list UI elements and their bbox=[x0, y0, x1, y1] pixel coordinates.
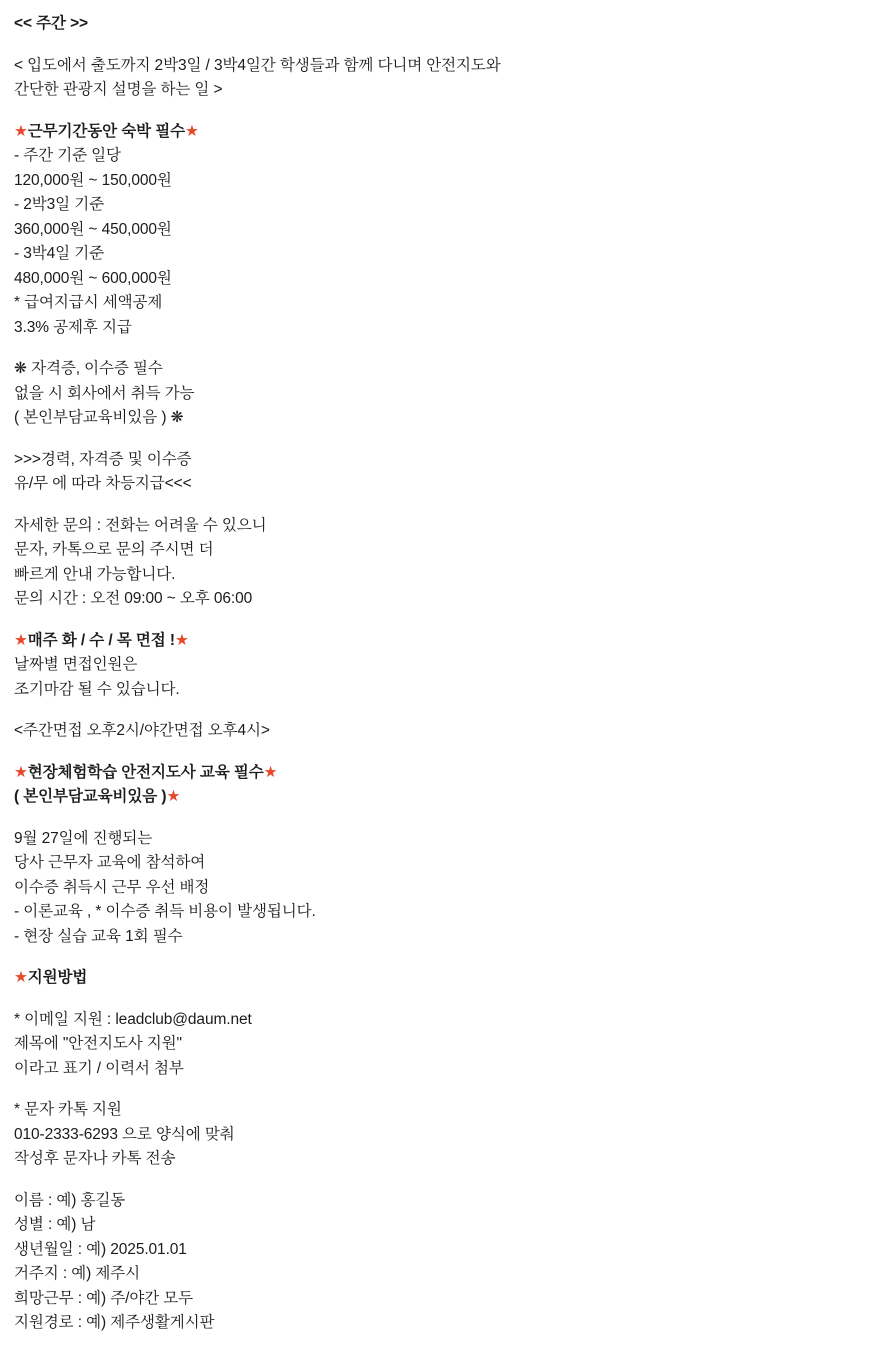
text-line: 문자, 카톡으로 문의 주시면 더 bbox=[14, 541, 214, 558]
interview-schedule bbox=[14, 629, 865, 703]
text-line: * 급여지급시 세액공제 bbox=[14, 294, 163, 311]
text-line: - 3박4일 기준 bbox=[14, 245, 105, 262]
text-line: - 현장 실습 교육 1회 필수 bbox=[14, 927, 183, 945]
interview-time bbox=[14, 719, 865, 744]
safety-training-requirement bbox=[14, 761, 865, 810]
text-line: 문의 시간 : 오전 09:00 ~ 오후 06:00 bbox=[14, 590, 253, 607]
text-line: 360,000원 ~ 450,000원 bbox=[14, 220, 172, 238]
text-line: * 이메일 지원 : leadclub@daum.net bbox=[14, 1010, 252, 1028]
star-icon: ★ bbox=[14, 122, 28, 140]
text-line: >>>경력, 자격증 및 이수증 bbox=[14, 450, 192, 468]
text-line: 480,000원 ~ 600,000원 bbox=[14, 269, 172, 287]
training-details bbox=[14, 827, 865, 950]
text-line: 지원경로 : 예) 제주생활게시판 bbox=[14, 1314, 215, 1331]
inquiry-info bbox=[14, 514, 865, 612]
text-line: 이수증 취득시 근무 우선 배정 bbox=[14, 878, 210, 896]
star-icon: ★ bbox=[184, 122, 199, 140]
text-line: 날짜별 면접인원은 bbox=[14, 656, 138, 673]
star-icon: ★ bbox=[263, 763, 278, 781]
text-line: 010-2333-6293 으로 양식에 맞춰 bbox=[14, 1125, 235, 1143]
text-line: ★매주 화 / 수 / 목 면접 !★ bbox=[14, 631, 189, 649]
text-line: - 2박3일 기준 bbox=[14, 196, 105, 213]
apply-by-email bbox=[14, 1008, 865, 1082]
text-line: <주간면접 오후2시/야간면접 오후4시> bbox=[14, 722, 270, 739]
text-line: 빠르게 안내 가능합니다. bbox=[14, 565, 176, 583]
text-line: 조기마감 될 수 있습니다. bbox=[14, 680, 180, 698]
text-line: ( 본인부담교육비있음 )★ bbox=[14, 788, 181, 805]
star-icon: ★ bbox=[14, 969, 28, 986]
heading-weekly bbox=[14, 12, 865, 37]
text-line: 이라고 표기 / 이력서 첨부 bbox=[14, 1059, 184, 1077]
text-line: 성별 : 예) 남 bbox=[14, 1216, 96, 1233]
text-line: ★현장체험학습 안전지도사 교육 필수★ bbox=[14, 763, 278, 781]
application-form-template bbox=[14, 1189, 865, 1336]
text-line: 자세한 문의 : 전화는 어려울 수 있으니 bbox=[14, 516, 267, 534]
text-line: * 문자 카톡 지원 bbox=[14, 1101, 122, 1118]
text-line: 희망근무 : 예) 주/야간 모두 bbox=[14, 1289, 194, 1307]
text-line: 120,000원 ~ 150,000원 bbox=[14, 171, 172, 189]
text-line: - 이론교육 , * 이수증 취득 비용이 발생됩니다. bbox=[14, 903, 316, 920]
job-summary bbox=[14, 54, 865, 103]
lodging-and-pay bbox=[14, 120, 865, 341]
text-line: << 주간 >> bbox=[14, 15, 88, 32]
text-line: - 주간 기준 일당 bbox=[14, 147, 121, 164]
text-line: 없을 시 회사에서 취득 가능 bbox=[14, 384, 195, 402]
text-line: 9월 27일에 진행되는 bbox=[14, 829, 153, 847]
certificate-requirement bbox=[14, 357, 865, 431]
star-icon: ★ bbox=[174, 631, 189, 649]
document-body bbox=[14, 12, 865, 1336]
text-line: 간단한 관광지 설명을 하는 일 > bbox=[14, 81, 223, 98]
apply-by-message bbox=[14, 1098, 865, 1172]
text-line: 생년월일 : 예) 2025.01.01 bbox=[14, 1240, 187, 1258]
text-line: ★근무기간동안 숙박 필수★ bbox=[14, 122, 199, 140]
how-to-apply-heading bbox=[14, 966, 865, 991]
text-line: 작성후 문자나 카톡 전송 bbox=[14, 1150, 176, 1167]
text-line: ( 본인부담교육비있음 ) ❋ bbox=[14, 409, 184, 426]
text-line: 3.3% 공제후 지급 bbox=[14, 318, 132, 336]
text-line: 이름 : 예) 홍길동 bbox=[14, 1191, 126, 1209]
text-line: < 입도에서 출도까지 2박3일 / 3박4일간 학생들과 함께 다니며 안전지도와 bbox=[14, 56, 501, 74]
pay-differential-notice bbox=[14, 448, 865, 497]
text-line: ❋ 자격증, 이수증 필수 bbox=[14, 360, 163, 377]
star-icon: ★ bbox=[166, 788, 181, 805]
text-line: 거주지 : 예) 제주시 bbox=[14, 1265, 140, 1282]
text-line: 제목에 "안전지도사 지원" bbox=[14, 1035, 182, 1052]
text-line: ★지원방법 bbox=[14, 969, 88, 986]
text-line: 당사 근무자 교육에 참석하여 bbox=[14, 854, 206, 871]
star-icon: ★ bbox=[14, 763, 28, 781]
text-line: 유/무 에 따라 차등지급<<< bbox=[14, 475, 192, 492]
star-icon: ★ bbox=[14, 631, 28, 649]
